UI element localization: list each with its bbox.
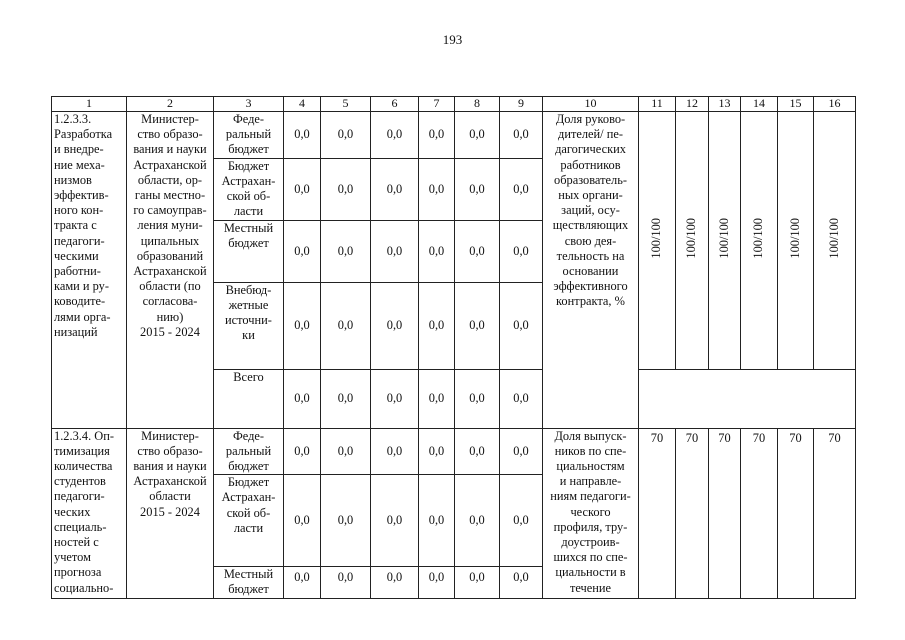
amount-cell: 0,0 <box>500 428 543 475</box>
amount-cell: 0,0 <box>419 567 455 598</box>
amount-cell: 0,0 <box>500 567 543 598</box>
funding-source-cell: Местный бюджет <box>214 567 284 598</box>
column-header: 12 <box>676 97 709 112</box>
target-cell <box>814 112 856 370</box>
amount-cell: 0,0 <box>455 567 500 598</box>
target-cell: 70 <box>709 428 741 598</box>
amount-cell: 0,0 <box>321 475 371 567</box>
target-cell <box>741 112 778 370</box>
target-cell <box>778 112 814 370</box>
amount-cell: 0,0 <box>419 369 455 428</box>
amount-cell: 0,0 <box>321 220 371 282</box>
amount-cell: 0,0 <box>455 220 500 282</box>
funding-source-cell: Бюджет Астрахан- ской об- ласти <box>214 158 284 220</box>
amount-cell: 0,0 <box>284 567 321 598</box>
target-cell <box>676 112 709 370</box>
target-cell: 70 <box>741 428 778 598</box>
amount-cell: 0,0 <box>500 220 543 282</box>
amount-cell: 0,0 <box>321 428 371 475</box>
program-table <box>51 96 856 599</box>
column-header: 3 <box>214 97 284 112</box>
amount-cell: 0,0 <box>455 158 500 220</box>
target-value: 100/100 <box>751 217 766 259</box>
funding-source-cell: Феде- ральный бюджет <box>214 112 284 159</box>
amount-cell: 0,0 <box>419 282 455 369</box>
activity-cell: 1.2.3.3. Разработка и внедре- ние меха- низмов эффектив- ного кон- тракта с педагоги- ческими работни- ками и ру- ководите- лями орга- низаций <box>52 112 127 429</box>
amount-cell: 0,0 <box>419 158 455 220</box>
amount-cell: 0,0 <box>371 220 419 282</box>
target-value: 100/100 <box>684 217 699 259</box>
table-row <box>52 112 856 159</box>
target-cell: 70 <box>778 428 814 598</box>
amount-cell: 0,0 <box>284 112 321 159</box>
amount-cell: 0,0 <box>500 282 543 369</box>
target-value: 100/100 <box>649 217 664 259</box>
column-header: 4 <box>284 97 321 112</box>
amount-cell: 0,0 <box>371 428 419 475</box>
amount-cell: 0,0 <box>284 428 321 475</box>
column-header: 6 <box>371 97 419 112</box>
target-cell: 70 <box>814 428 856 598</box>
column-header: 10 <box>543 97 639 112</box>
column-header: 9 <box>500 97 543 112</box>
executor-cell: Министер- ство образо- вания и науки Астраханской области 2015 - 2024 <box>127 428 214 598</box>
amount-cell: 0,0 <box>321 282 371 369</box>
amount-cell: 0,0 <box>321 369 371 428</box>
target-cell <box>639 112 676 370</box>
column-header: 8 <box>455 97 500 112</box>
amount-cell: 0,0 <box>371 369 419 428</box>
amount-cell: 0,0 <box>284 158 321 220</box>
column-header: 14 <box>741 97 778 112</box>
column-header: 11 <box>639 97 676 112</box>
target-cell <box>709 112 741 370</box>
executor-cell: Министер- ство образо- вания и науки Астраханской области, ор- ганы местно- го самоупрaв- ления муни- ципальных образований Астраханской области (по согласова- нию) 2015 - 2024 <box>127 112 214 429</box>
amount-cell: 0,0 <box>371 282 419 369</box>
amount-cell: 0,0 <box>455 369 500 428</box>
funding-source-cell: Всего <box>214 369 284 428</box>
funding-source-cell: Бюджет Астрахан- ской об- ласти <box>214 475 284 567</box>
target-cell: 70 <box>676 428 709 598</box>
table-row <box>52 428 856 475</box>
amount-cell: 0,0 <box>455 475 500 567</box>
amount-cell: 0,0 <box>455 112 500 159</box>
target-cell: 70 <box>639 428 676 598</box>
amount-cell: 0,0 <box>371 567 419 598</box>
empty-cell <box>639 369 856 428</box>
target-value: 100/100 <box>826 217 841 259</box>
amount-cell: 0,0 <box>284 475 321 567</box>
amount-cell: 0,0 <box>500 112 543 159</box>
column-header: 13 <box>709 97 741 112</box>
amount-cell: 0,0 <box>419 220 455 282</box>
amount-cell: 0,0 <box>500 369 543 428</box>
amount-cell: 0,0 <box>455 282 500 369</box>
indicator-cell: Доля руково- дителей/ пе- дагогических работников образователь- ных органи- заций, осу- ществляющих свою дея- тельность на основании эффективного контракта, % <box>543 112 639 429</box>
column-header: 15 <box>778 97 814 112</box>
amount-cell: 0,0 <box>371 112 419 159</box>
column-header: 16 <box>814 97 856 112</box>
column-header: 1 <box>52 97 127 112</box>
funding-source-cell: Местный бюджет <box>214 220 284 282</box>
indicator-cell: Доля выпуск- ников по спе- циальностям и направле- ниям педагоги- ческого профиля, тру- доустроив- шихся по спе- циальности в течение <box>543 428 639 598</box>
activity-cell: 1.2.3.4. Оп- тимизация количества студентов педагоги- ческих специаль- ностей с учетом прогноза социально- <box>52 428 127 598</box>
amount-cell: 0,0 <box>284 369 321 428</box>
target-value: 100/100 <box>787 217 802 259</box>
amount-cell: 0,0 <box>321 567 371 598</box>
amount-cell: 0,0 <box>284 282 321 369</box>
funding-source-cell: Внебюд- жетные источни- ки <box>214 282 284 369</box>
amount-cell: 0,0 <box>455 428 500 475</box>
amount-cell: 0,0 <box>500 158 543 220</box>
page-number: 193 <box>442 32 463 47</box>
amount-cell: 0,0 <box>419 475 455 567</box>
amount-cell: 0,0 <box>321 112 371 159</box>
funding-source-cell: Феде- ральный бюджет <box>214 428 284 475</box>
amount-cell: 0,0 <box>371 475 419 567</box>
amount-cell: 0,0 <box>419 428 455 475</box>
amount-cell: 0,0 <box>371 158 419 220</box>
column-header: 7 <box>419 97 455 112</box>
amount-cell: 0,0 <box>284 220 321 282</box>
amount-cell: 0,0 <box>321 158 371 220</box>
target-value: 100/100 <box>716 217 731 259</box>
amount-cell: 0,0 <box>500 475 543 567</box>
column-header: 5 <box>321 97 371 112</box>
column-header: 2 <box>127 97 214 112</box>
amount-cell: 0,0 <box>419 112 455 159</box>
column-number-row <box>52 97 856 112</box>
